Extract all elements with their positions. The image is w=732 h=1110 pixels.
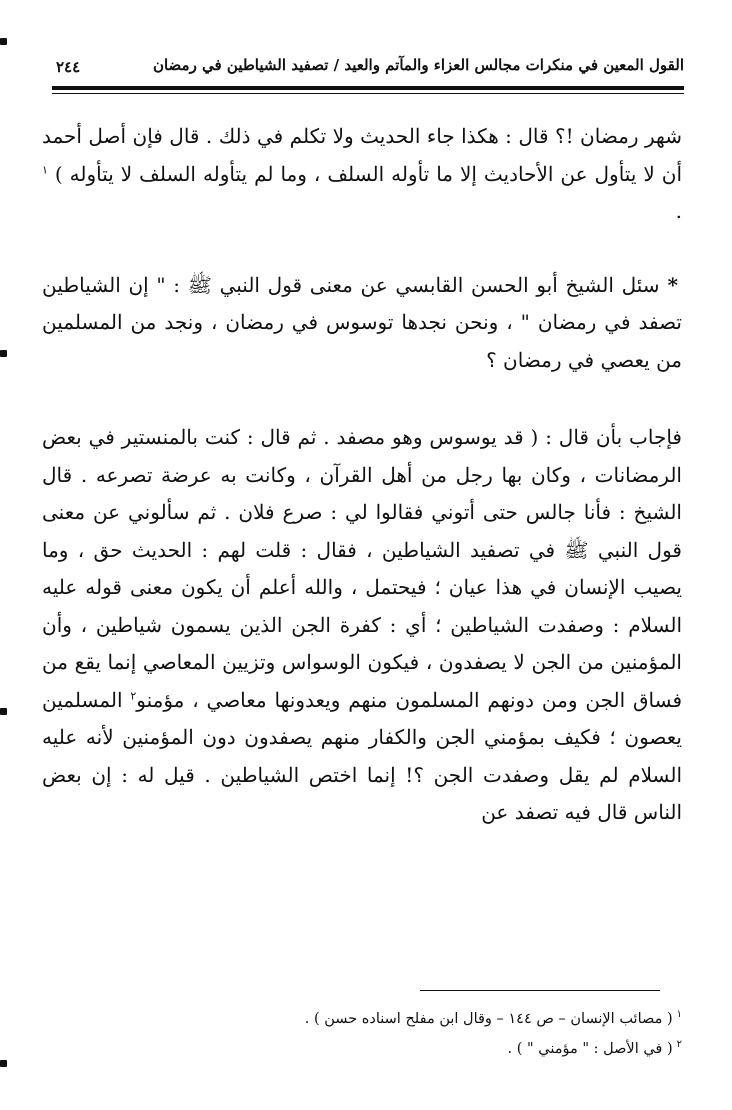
paragraph-3-text-b: المسلمين يعصون ؛ فكيف بمؤمني الجن والكفار منهم يصفدون دون المؤمنين لأنه عليه السلام لم يقل وصفدت الجن ؟! إنما اختص الشياطين . قيل له : إن بعض الناس قال فيه تصفد عن [42, 687, 682, 824]
scan-edge-mark [0, 708, 7, 715]
running-header [52, 50, 684, 84]
paragraph-2 [42, 267, 682, 380]
footnote-2-number: ٢ [676, 1039, 682, 1051]
paragraph-3-text-a: فإجاب بأن قال : ( قد يوسوس وهو مصفد . ثم قال : كنت بالمنستير في بعض الرمضانات ، وكان بها رجل من أهل القرآن ، وكانت به عرضة تصرعه . قال الشيخ : فأنا جالس حتى أتوني فقالوا لي : صرع فلان . ثم سألوني عن معنى قول النبي ﷺ في تصفيد الشياطين ، فقال : قلت لهم : الحديث حق ، وما يصيب الإنسان في هذا عيان ؛ فيحتمل ، والله أعلم أن يكون معنى قوله عليه السلام : وصفدت الشياطين ؛ أي : كفرة الجن الذين يسمون شياطين ، وأن المؤمنين من الجن لا يصفدون ، فيكون الوسواس وتزيين المعاصي إنما يقع من فساق الجن ومن دونهم المسلمون منهم ويعدونها معاصي ، مؤمنو [42, 425, 683, 712]
footnote-2-text: ( في الأصل : " مؤمني " ) . [507, 1041, 673, 1057]
page-number: ٢٤٤ [56, 58, 81, 76]
paragraph-2-text: سئل الشيخ أبو الحسن القابسي عن معنى قول النبي ﷺ : " إن الشياطين تصفد في رمضان " ، ونحن نجدها توسوس في رمضان ، ونجد من المسلمين من يعصي في رمضان ؟ [42, 272, 682, 372]
running-header-title: القول المعين في منكرات مجالس العزاء والمآتم والعيد / تصفيد الشياطين في رمضان [152, 56, 684, 74]
header-rule-thin [52, 93, 684, 94]
paragraph-1-text: شهر رمضان !؟ قال : هكذا جاء الحديث ولا تكلم في ذلك . قال فإن أصل أحمد أن لا يتأول عن الأحاديث إلا ما تأوله السلف ، وما لم يتأوله السلف لا يتأوله ) [42, 124, 682, 186]
footnote-ref-1[interactable]: ١ [42, 162, 48, 176]
footnotes [42, 1004, 682, 1064]
scan-edge-mark [0, 38, 7, 45]
footnote-1-text: ( مصائب الإنسان – ص ١٤٤ – وقال ابن مفلح اسناده حسن ) . [304, 1011, 673, 1027]
scan-edge-mark [0, 350, 7, 357]
footnote-separator [420, 990, 660, 991]
header-rule-thick [52, 86, 684, 90]
paragraph-1-end: . [675, 199, 682, 223]
question-marker: * [667, 272, 678, 297]
footnote-2 [42, 1034, 682, 1064]
footnote-1-number: ١ [676, 1009, 682, 1021]
footnote-1 [42, 1004, 682, 1034]
body-text [42, 118, 682, 832]
scan-edge-mark [0, 1060, 7, 1067]
paragraph-1 [42, 118, 682, 231]
paragraph-3 [42, 419, 682, 832]
footnote-ref-2[interactable]: ٢ [130, 688, 137, 702]
